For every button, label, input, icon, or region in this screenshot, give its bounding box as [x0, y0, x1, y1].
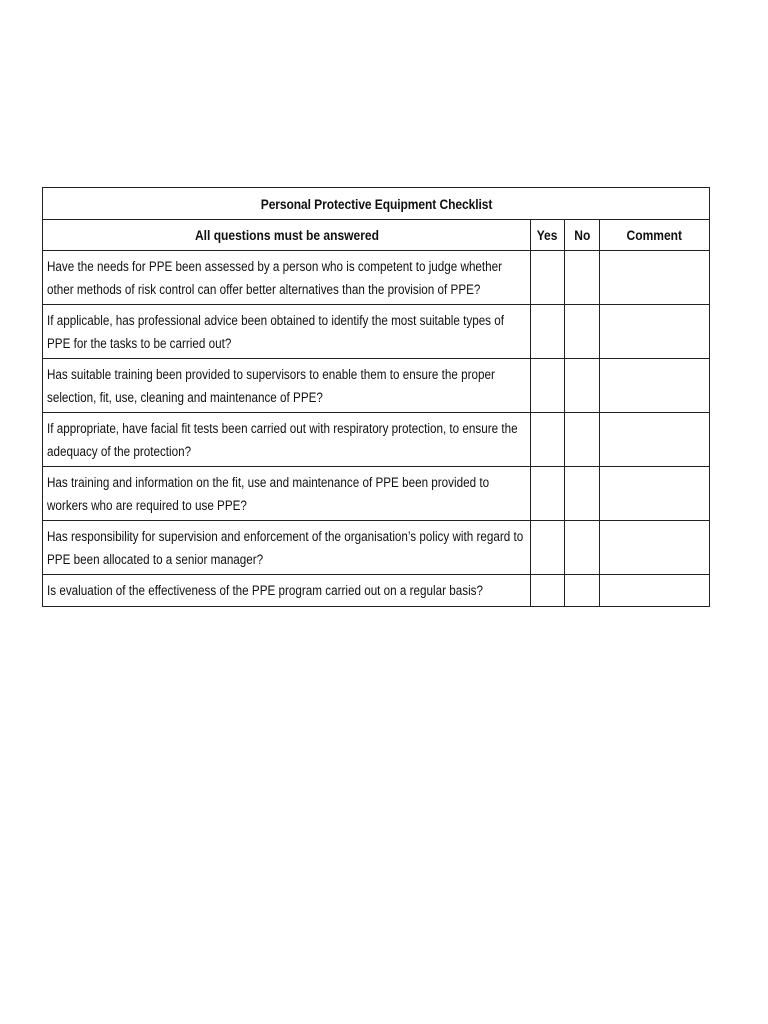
question-row [43, 359, 710, 413]
question-text [43, 521, 531, 575]
question-line: other methods of risk control can offer better alternatives than the provision of PPE? [47, 281, 481, 297]
question-line: PPE been allocated to a senior manager? [47, 551, 264, 567]
comment-cell[interactable] [600, 413, 710, 467]
comment-cell[interactable] [600, 521, 710, 575]
yes-cell[interactable] [531, 467, 565, 521]
question-text [43, 467, 531, 521]
no-cell[interactable] [565, 251, 600, 305]
title-row [43, 188, 710, 220]
question-row [43, 413, 710, 467]
question-text [43, 575, 531, 607]
question-text [43, 413, 531, 467]
question-text [43, 251, 531, 305]
ppe-checklist-table [42, 187, 710, 607]
comment-cell[interactable] [600, 251, 710, 305]
yes-cell[interactable] [531, 521, 565, 575]
header-yes: Yes [531, 220, 565, 251]
question-line: PPE for the tasks to be carried out? [47, 335, 232, 351]
question-row [43, 251, 710, 305]
no-cell[interactable] [565, 521, 600, 575]
question-line: Have the needs for PPE been assessed by a person who is competent to judge whether [47, 258, 503, 274]
header-question: All questions must be answered [43, 220, 531, 251]
no-cell[interactable] [565, 413, 600, 467]
yes-cell[interactable] [531, 305, 565, 359]
yes-cell[interactable] [531, 413, 565, 467]
question-line: If applicable, has professional advice been obtained to identify the most suitable types of [47, 312, 505, 328]
question-line: If appropriate, have facial fit tests been carried out with respiratory protection, to ensure the [47, 420, 518, 436]
question-line: Is evaluation of the effectiveness of the PPE program carried out on a regular basis? [47, 583, 484, 598]
comment-cell[interactable] [600, 575, 710, 607]
no-cell[interactable] [565, 359, 600, 413]
question-line: Has training and information on the fit, use and maintenance of PPE been provided to [47, 474, 490, 490]
question-line: selection, fit, use, cleaning and maintenance of PPE? [47, 389, 323, 405]
header-no: No [565, 220, 600, 251]
question-text [43, 305, 531, 359]
question-row [43, 575, 710, 607]
question-row [43, 521, 710, 575]
question-line: adequacy of the protection? [47, 443, 192, 459]
yes-cell[interactable] [531, 359, 565, 413]
no-cell[interactable] [565, 305, 600, 359]
header-comment: Comment [600, 220, 710, 251]
yes-cell[interactable] [531, 251, 565, 305]
no-cell[interactable] [565, 467, 600, 521]
question-line: Has suitable training been provided to supervisors to enable them to ensure the proper [47, 366, 495, 382]
checklist-title: Personal Protective Equipment Checklist [89, 188, 663, 220]
comment-cell[interactable] [600, 305, 710, 359]
no-cell[interactable] [565, 575, 600, 607]
comment-cell[interactable] [600, 467, 710, 521]
question-row [43, 467, 710, 521]
question-row [43, 305, 710, 359]
yes-cell[interactable] [531, 575, 565, 607]
header-row [43, 220, 710, 251]
comment-cell[interactable] [600, 359, 710, 413]
question-text [43, 359, 531, 413]
question-line: workers who are required to use PPE? [47, 497, 247, 513]
question-line: Has responsibility for supervision and enforcement of the organisation’s policy with regard to [47, 528, 524, 544]
